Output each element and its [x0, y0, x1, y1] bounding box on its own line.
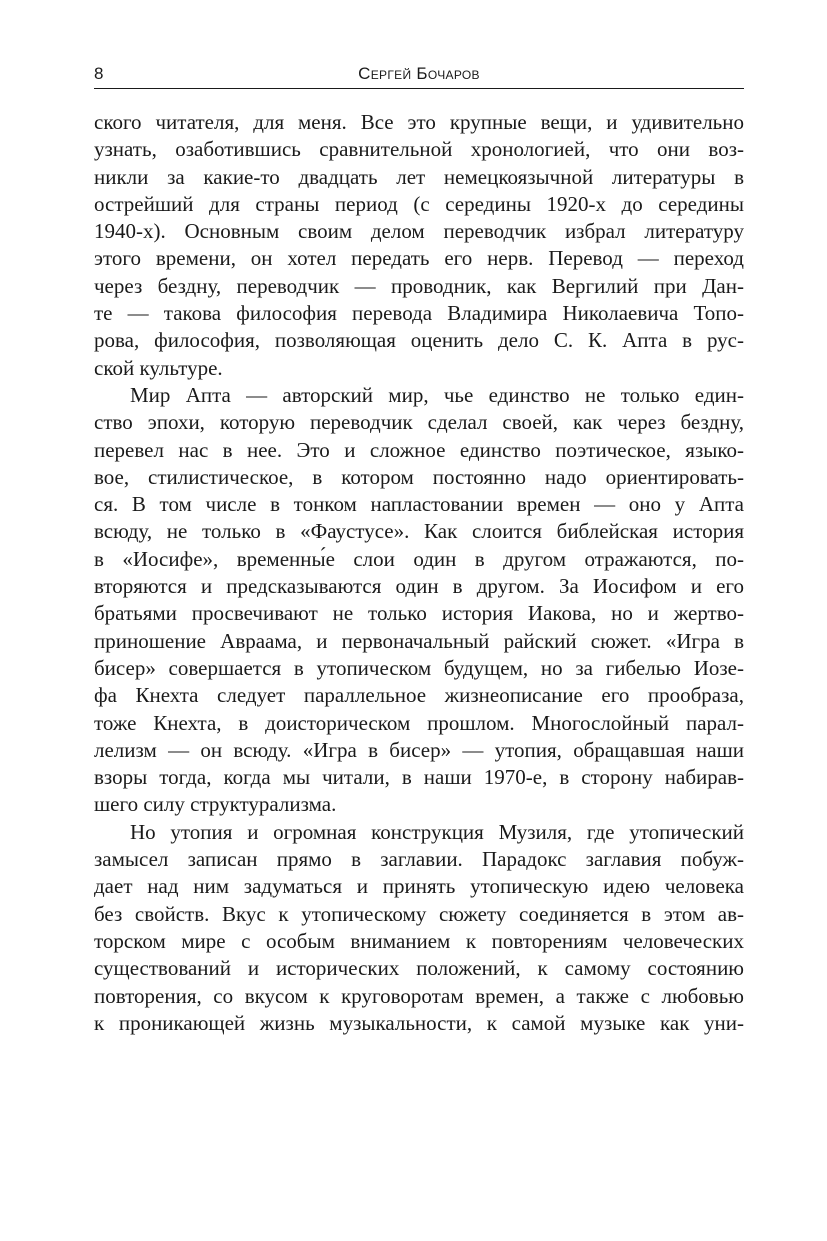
text-line: Мир Апта — авторский мир, чье единство не только един- [130, 382, 744, 407]
text-line: ского читателя, для меня. Все это крупные вещи, и удивительно [94, 110, 744, 134]
text-line: рова, философия, позволяющая оценить дело С. К. Апта в рус- [94, 328, 744, 353]
text-line: никли за какие-то двадцать лет немецкоязычной литературы в [94, 164, 744, 189]
paragraph-2 [94, 382, 744, 819]
paragraph-3 [94, 819, 744, 1037]
text-line: всюду, не только в «Фаустусе». Как слоится библейская история [94, 519, 744, 544]
body-text [94, 109, 744, 1037]
text-line: острейший для страны период (с середины 1920-х до середины [94, 191, 744, 216]
text-line: бисер» совершается в утопическом будущем, но за гибелью Иозе- [94, 655, 744, 680]
text-line: замысел записан прямо в заглавии. Парадокс заглавия побуж- [94, 847, 744, 872]
page-number: 8 [94, 64, 104, 83]
text-line: в «Иосифе», временны́е слои один в другом отражаются, по- [94, 546, 744, 571]
text-line: тоже Кнехта, в доисторическом прошлом. Многослойный парал- [94, 710, 744, 735]
text-line: дает над ним задуматься и принять утопическую идею человека [94, 874, 744, 899]
text-line: взоры тогда, когда мы читали, в наши 1970-е, в сторону набирав- [94, 765, 744, 790]
text-line: 1940-х). Основным своим делом переводчик избрал литературу [94, 219, 744, 244]
running-title-author: Сергей Бочаров [358, 64, 480, 83]
running-header [94, 62, 744, 89]
text-line: вое, стилистическое, в котором постоянно надо ориентировать- [94, 464, 744, 489]
text-line: шего силу структурализма. [94, 792, 337, 817]
text-line: Но утопия и огромная конструкция Музиля, где утопический [130, 819, 744, 844]
text-line: фа Кнехта следует параллельное жизнеописание его прообраза, [94, 683, 744, 708]
text-line: вторяются и предсказываются один в другом. За Иосифом и его [94, 574, 744, 599]
text-line: ся. В том числе в тонком напластовании времен — оно у Апта [94, 492, 744, 517]
text-line: лелизм — он всюду. «Игра в бисер» — утопия, обращавшая наши [94, 737, 744, 762]
text-line: узнать, озаботившись сравнительной хронологией, что они воз- [94, 137, 744, 162]
paragraph-1 [94, 109, 744, 382]
text-line: повторения, со вкусом к круговоротам времен, а также с любовью [94, 983, 744, 1008]
text-line: ство эпохи, которую переводчик сделал своей, как через бездну, [94, 410, 744, 435]
text-line: перевел нас в нее. Это и сложное единство поэтическое, языко- [94, 437, 744, 462]
text-line: существований и исторических положений, к самому состоянию [94, 956, 744, 981]
text-line: через бездну, переводчик — проводник, как Вергилий при Дан- [94, 273, 744, 298]
text-line: те — такова философия перевода Владимира Николаевича Топо- [94, 301, 744, 326]
text-line: ской культуре. [94, 355, 223, 380]
text-line: к проникающей жизнь музыкальности, к самой музыке как уни- [94, 1010, 744, 1035]
text-line: этого времени, он хотел передать его нерв. Перевод — переход [94, 246, 744, 271]
text-line: братьями просвечивают не только история Иакова, но и жертво- [94, 601, 744, 626]
text-line: приношение Авраама, и первоначальный райский сюжет. «Игра в [94, 628, 744, 653]
text-line: без свойств. Вкус к утопическому сюжету соединяется в этом ав- [94, 901, 744, 926]
text-line: торском мире с особым вниманием к повторениям человеческих [94, 928, 744, 953]
